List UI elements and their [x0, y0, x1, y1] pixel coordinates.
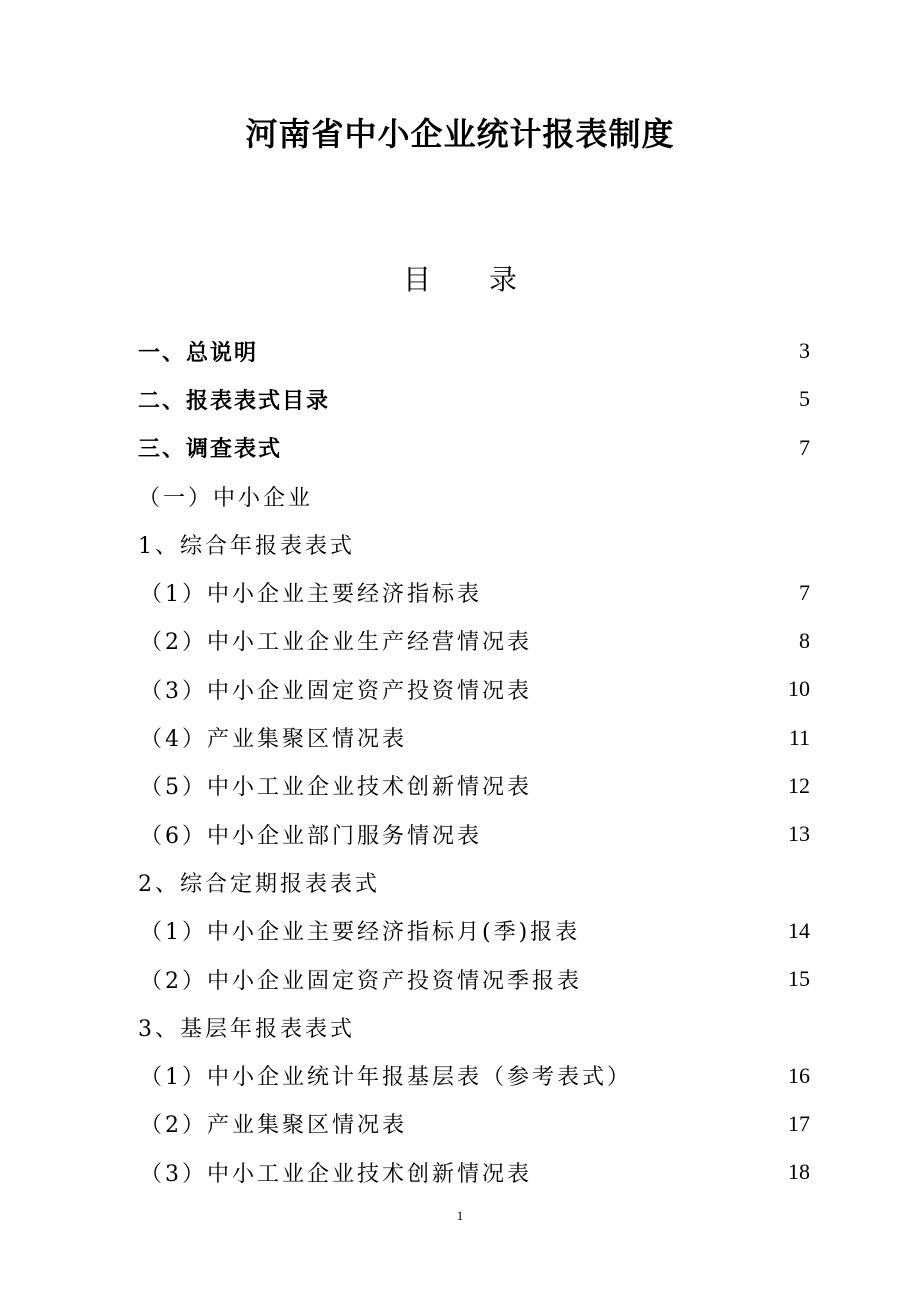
- toc-entry-label: （1）中小企业主要经济指标月(季)报表: [140, 920, 581, 946]
- toc-entry-label: （2）中小工业企业生产经营情况表: [140, 630, 532, 656]
- toc-entry-label: 三、调查表式: [138, 437, 283, 463]
- toc-entry-page: 12: [788, 772, 810, 798]
- toc-entry-label: 2、综合定期报表表式: [138, 871, 380, 897]
- toc-entry[interactable]: [138, 810, 810, 858]
- toc-entry-label: 二、报表表式目录: [138, 388, 331, 414]
- toc-heading-char-2: 录: [489, 263, 518, 296]
- toc-entry-label: （4）产业集聚区情况表: [140, 727, 407, 753]
- toc-entry[interactable]: [138, 1100, 810, 1148]
- toc-entry[interactable]: [138, 907, 810, 955]
- toc-entry[interactable]: [138, 472, 810, 520]
- toc-entry[interactable]: [138, 665, 810, 713]
- page-number: 1: [456, 1208, 464, 1223]
- toc-entry-page: 10: [788, 676, 810, 702]
- toc-entry[interactable]: [138, 1003, 810, 1051]
- toc-entry-page: 17: [788, 1110, 810, 1136]
- table-of-contents: [138, 327, 810, 1196]
- toc-entry-label: （5）中小工业企业技术创新情况表: [140, 775, 532, 801]
- toc-entry-page: 5: [799, 386, 810, 412]
- toc-entry-label: 1、综合年报表表式: [138, 533, 355, 559]
- toc-entry[interactable]: [138, 713, 810, 761]
- toc-entry-page: 15: [788, 966, 810, 991]
- toc-entry-page: 11: [788, 724, 810, 750]
- toc-entry[interactable]: [138, 375, 810, 423]
- toc-entry[interactable]: [138, 955, 810, 1003]
- toc-entry-label: （2）产业集聚区情况表: [140, 1113, 407, 1139]
- toc-entry-page: 14: [788, 917, 810, 943]
- toc-entry[interactable]: [138, 858, 810, 906]
- toc-entry-label: （2）中小企业固定资产投资情况季报表: [140, 968, 582, 994]
- toc-entry[interactable]: [138, 617, 810, 665]
- toc-entry[interactable]: [138, 424, 810, 472]
- toc-entry[interactable]: [138, 762, 810, 810]
- toc-heading-char-1: 目: [402, 263, 431, 296]
- toc-entry-label: （1）中小企业主要经济指标表: [140, 582, 482, 608]
- toc-entry[interactable]: [138, 520, 810, 568]
- toc-entry-label: 3、基层年报表表式: [138, 1016, 355, 1042]
- toc-entry-page: 7: [799, 579, 810, 605]
- toc-entry-label: （一）中小企业: [138, 485, 314, 511]
- toc-entry[interactable]: [138, 1148, 810, 1196]
- toc-entry[interactable]: [138, 1051, 810, 1099]
- toc-entry-label: 一、总说明: [138, 340, 259, 366]
- toc-entry[interactable]: [138, 568, 810, 616]
- toc-entry-page: 3: [799, 338, 810, 364]
- toc-entry-label: （3）中小工业企业技术创新情况表: [140, 1161, 532, 1187]
- toc-entry-label: （1）中小企业统计年报基层表（参考表式）: [140, 1065, 632, 1091]
- toc-entry[interactable]: [138, 327, 810, 375]
- document-title: 河南省中小企业统计报表制度: [245, 115, 675, 153]
- toc-entry-page: 7: [799, 434, 810, 460]
- toc-entry-page: 13: [788, 821, 810, 847]
- toc-entry-page: 18: [788, 1159, 810, 1185]
- toc-entry-label: （3）中小企业固定资产投资情况表: [140, 678, 532, 704]
- toc-entry-page: 8: [799, 627, 810, 653]
- toc-heading: [0, 260, 920, 300]
- toc-entry-page: 16: [788, 1062, 810, 1088]
- toc-entry-label: （6）中小企业部门服务情况表: [140, 823, 482, 849]
